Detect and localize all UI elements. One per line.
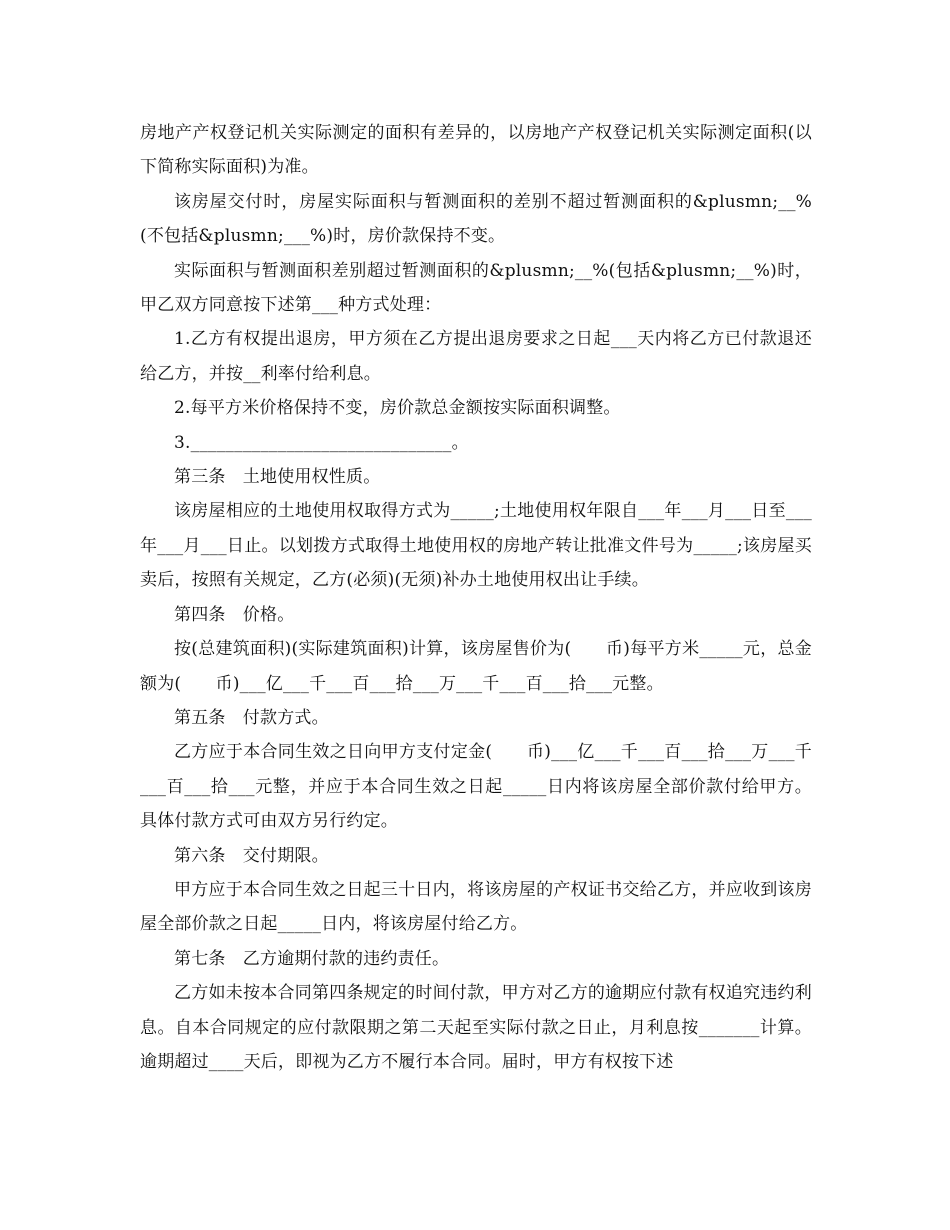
paragraph-late-payment: 乙方如未按本合同第四条规定的时间付款，甲方对乙方的逾期应付款有权追究违约利息。自本合同规定的应付款限期之第二天起至实际付款之日止，月利息按_______计算。逾期超过____天后，即视为乙方不履行本合同。届时，甲方有权按下述 bbox=[140, 983, 812, 1072]
paragraph-delivery: 甲方应于本合同生效之日起三十日内，将该房屋的产权证书交给乙方，并应收到该房屋全部价款之日起_____日内，将该房屋付给乙方。 bbox=[140, 879, 812, 935]
paragraph-area-standard: 房地产产权登记机关实际测定的面积有差异的，以房地产产权登记机关实际测定面积(以下简称实际面积)为准。 bbox=[140, 123, 812, 178]
article-7-heading: 第七条 乙方逾期付款的违约责任。 bbox=[174, 948, 450, 969]
paragraph-option-2: 2.每平方米价格保持不变，房价款总金额按实际面积调整。 bbox=[174, 398, 621, 419]
article-6-heading: 第六条 交付期限。 bbox=[174, 845, 329, 866]
paragraph-payment: 乙方应于本合同生效之日向甲方支付定金( 币)___亿___千___百___拾___万___千___百___拾___元整，并应于本合同生效之日起_____日内将该房屋全部价款付给甲方。具体付款方式可由双方另行约定。 bbox=[140, 742, 812, 832]
document-body bbox=[140, 116, 812, 1079]
article-3-heading: 第三条 土地使用权性质。 bbox=[174, 467, 381, 488]
article-5-heading: 第五条 付款方式。 bbox=[174, 707, 329, 728]
paragraph-price: 按(总建筑面积)(实际建筑面积)计算，该房屋售价为( 币)每平方米_____元，总金额为( 币)___亿___千___百___拾___万___千___百___拾___元整。 bbox=[140, 639, 812, 694]
paragraph-area-tolerance: 该房屋交付时，房屋实际面积与暂测面积的差别不超过暂测面积的&plusmn;__%(不包括&plusmn;___%)时，房价款保持不变。 bbox=[140, 191, 812, 247]
paragraph-option-3: 3.______________________________。 bbox=[174, 432, 469, 453]
article-4-heading: 第四条 价格。 bbox=[174, 604, 295, 625]
paragraph-area-exceed: 实际面积与暂测面积差别超过暂测面积的&plusmn;__%(包括&plusmn;__%)时，甲乙双方同意按下述第___种方式处理： bbox=[140, 260, 812, 316]
paragraph-option-1: 1.乙方有权提出退房，甲方须在乙方提出退房要求之日起___天内将乙方已付款退还给乙方，并按__利率付给利息。 bbox=[140, 329, 812, 384]
paragraph-land-use: 该房屋相应的土地使用权取得方式为_____;土地使用权年限自___年___月___日至___年___月___日止。以划拨方式取得土地使用权的房地产转让批准文件号为_____;该房屋买卖后，按照有关规定，乙方(必须)(无须)补办土地使用权出让手续。 bbox=[140, 501, 812, 591]
